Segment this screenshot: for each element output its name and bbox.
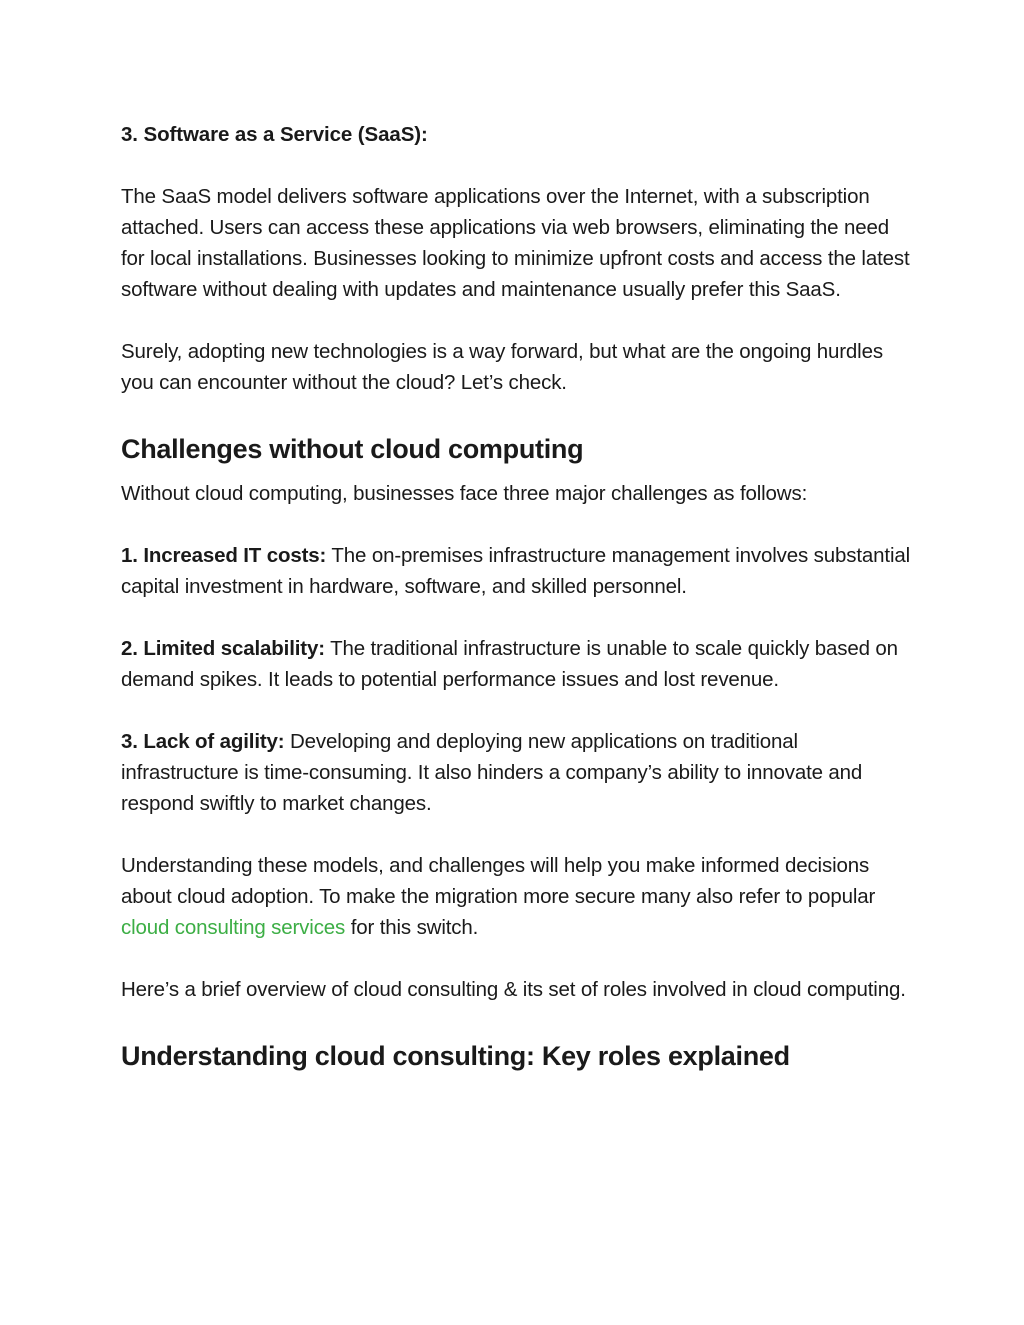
challenge-item-it-costs <box>121 540 911 602</box>
saas-heading: 3. Software as a Service (SaaS): <box>121 123 428 146</box>
cloud-consulting-services-link[interactable]: cloud consulting services <box>121 916 346 939</box>
challenge-text: The on-premises infrastructure management involves substantial capital investment in hardware, software, and skilled personnel. <box>121 544 911 598</box>
summary-text-after: for this switch. <box>345 916 479 939</box>
saas-description: The SaaS model delivers software applications over the Internet, with a subscription attached. Users can access these applications via web browsers, eliminating the need for local installations. Businesses looking to minimize upfront costs and access the latest software without dealing with updates and maintenance usually prefer this SaaS. <box>121 185 910 301</box>
transition-paragraph: Surely, adopting new technologies is a way forward, but what are the ongoing hurdles you can encounter without the cloud? Let’s check. <box>121 340 883 394</box>
consulting-heading: Understanding cloud consulting: Key roles explained <box>121 1041 790 1071</box>
challenges-heading: Challenges without cloud computing <box>121 434 584 464</box>
challenge-item-agility <box>121 726 911 819</box>
challenges-intro: Without cloud computing, businesses face three major challenges as follows: <box>121 482 808 505</box>
document-page <box>121 119 911 1085</box>
challenge-text: The traditional infrastructure is unable to scale quickly based on demand spikes. It leads to potential performance issues and lost revenue. <box>121 637 898 691</box>
overview-paragraph: Here’s a brief overview of cloud consulting & its set of roles involved in cloud computing. <box>121 978 906 1001</box>
summary-paragraph <box>121 850 911 943</box>
challenge-lead: 2. Limited scalability: <box>121 637 325 660</box>
challenge-text: Developing and deploying new applications on traditional infrastructure is time-consuming. It also hinders a company’s ability to innovate and respond swiftly to market changes. <box>121 730 863 815</box>
summary-text-before: Understanding these models, and challenges will help you make informed decisions about cloud adoption. To make the migration more secure many also refer to popular <box>121 854 876 908</box>
challenge-lead: 1. Increased IT costs: <box>121 544 327 567</box>
challenge-item-scalability <box>121 633 911 695</box>
challenge-lead: 3. Lack of agility: <box>121 730 285 753</box>
